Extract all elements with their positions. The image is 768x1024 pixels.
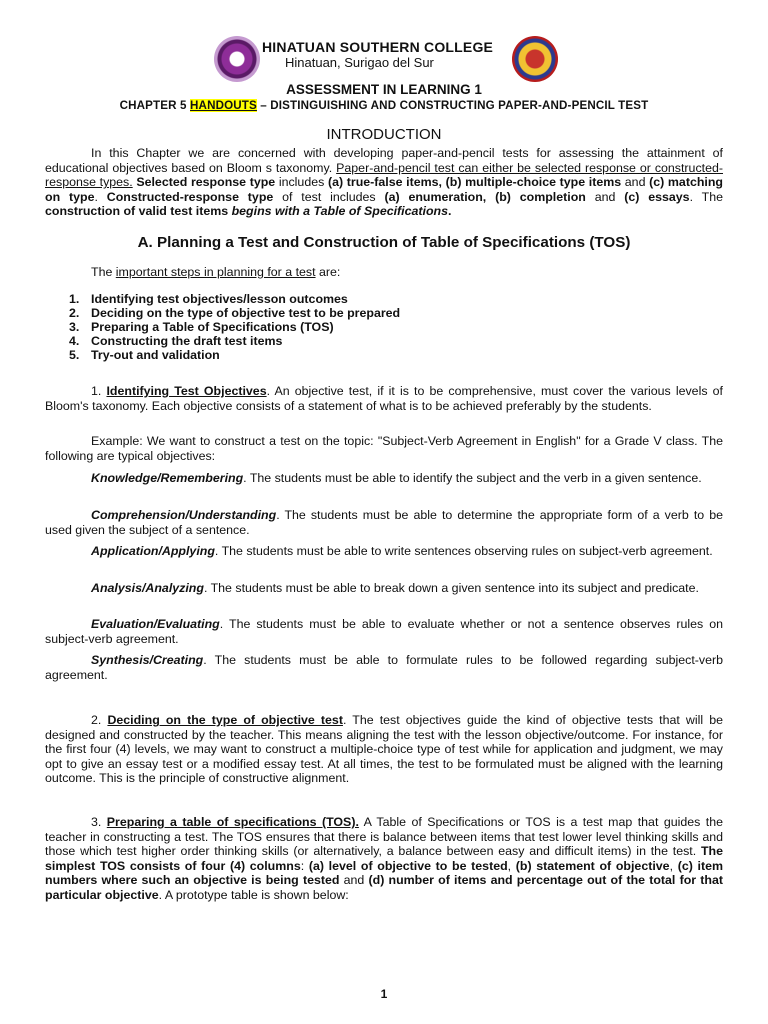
list-item: 3. Preparing a Table of Specifications (TOS) xyxy=(69,320,334,335)
school-crest-logo xyxy=(512,36,558,82)
step2-paragraph: 2. Deciding on the type of objective test. The test objectives guide the kind of objective tests that will be designed and constructed by the teacher. This means aligning the test with the lesson objective/outcome. For instance, for the first four (4) levels, we may want to construct a multiple-choice type of test while for application and judgment, we may opt to give an essay test or a modified essay test. At all times, the test to be formulated must be aligned with the learning outcome. This is the principle of constructive alignment. xyxy=(45,713,724,786)
step3-paragraph: 3. Preparing a table of specifications (TOS). A Table of Specifications or TOS is a test map that guides the teacher in constructing a test. The TOS ensures that there is balance between items that test lower level thinking skills and those which test higher order thinking skills (or alternatively, a balance between easy and difficult items) in the test. The simplest TOS consists of four (4) columns: (a) level of objective to be tested, (b) statement of objective, (c) item numbers where such an objective is being tested and (d) number of items and percentage out of the total for that particular objective. A prototype table is shown below: xyxy=(45,815,724,902)
section-a-heading: A. Planning a Test and Construction of Table of Specifications (TOS) xyxy=(137,234,631,251)
chapter-title: CHAPTER 5 HANDOUTS – DISTINGUISHING AND CONSTRUCTING PAPER-AND-PENCIL TEST xyxy=(119,99,649,112)
page-number: 1 xyxy=(380,987,388,1001)
list-item: 4. Constructing the draft test items xyxy=(69,334,283,349)
handouts-highlight: HANDOUTS xyxy=(190,99,257,112)
planning-steps-list xyxy=(69,292,400,362)
course-title: ASSESSMENT IN LEARNING 1 xyxy=(286,82,482,97)
college-name: HINATUAN SOUTHERN COLLEGE xyxy=(262,39,494,55)
steps-lead: The important steps in planning for a test are: xyxy=(91,265,341,279)
section-title-introduction: INTRODUCTION xyxy=(326,126,442,143)
list-item: 1. Identifying test objectives/lesson outcomes xyxy=(69,292,348,306)
objective-application: Application/Applying. The students must be able to write sentences observing rules on subject-verb agreement. xyxy=(91,544,713,558)
list-item: 5. Try-out and validation xyxy=(69,348,220,363)
objective-knowledge: Knowledge/Remembering. The students must be able to identify the subject and the verb in a given sentence. xyxy=(91,471,702,485)
list-item: 2. Deciding on the type of objective test to be prepared xyxy=(69,306,401,321)
objective-evaluation: Evaluation/Evaluating. The students must be able to evaluate whether or not a sentence observes rules on subject-verb agreement. xyxy=(45,617,723,646)
objective-synthesis: Synthesis/Creating. The students must be able to formulate rules to be followed regarding subject-verb agreement. xyxy=(45,653,723,682)
objective-analysis: Analysis/Analyzing. The students must be able to break down a given sentence into its subject and predicate. xyxy=(91,581,699,595)
objective-comprehension: Comprehension/Understanding. The students must be able to determine the appropriate form of a verb to be used given the subject of a sentence. xyxy=(45,508,723,537)
intro-paragraph: In this Chapter we are concerned with developing paper-and-pencil tests for assessing the attainment of educational objectives based on Bloom s taxonomy. Paper-and-pencil test can either be selected response or constructed-response types. Selected response type includes (a) true-false items, (b) multiple-choice type items and (c) matching on type. Constructed-response type of test includes (a) enumeration, (b) completion and (c) essays. The construction of valid test items begins with a Table of Specifications. xyxy=(45,146,723,219)
step1-example: Example: We want to construct a test on the topic: "Subject-Verb Agreement in English" for a Grade V class. The following are typical objectives: xyxy=(45,434,723,463)
college-location: Hinatuan, Surigao del Sur xyxy=(285,55,434,70)
college-seal-logo xyxy=(214,36,260,82)
step1-paragraph: 1. Identifying Test Objectives. An objective test, if it is to be comprehensive, must cover the various levels of Bloom's taxonomy. Each objective consists of a statement of what is to be achieved preferably by the students. xyxy=(45,384,723,413)
